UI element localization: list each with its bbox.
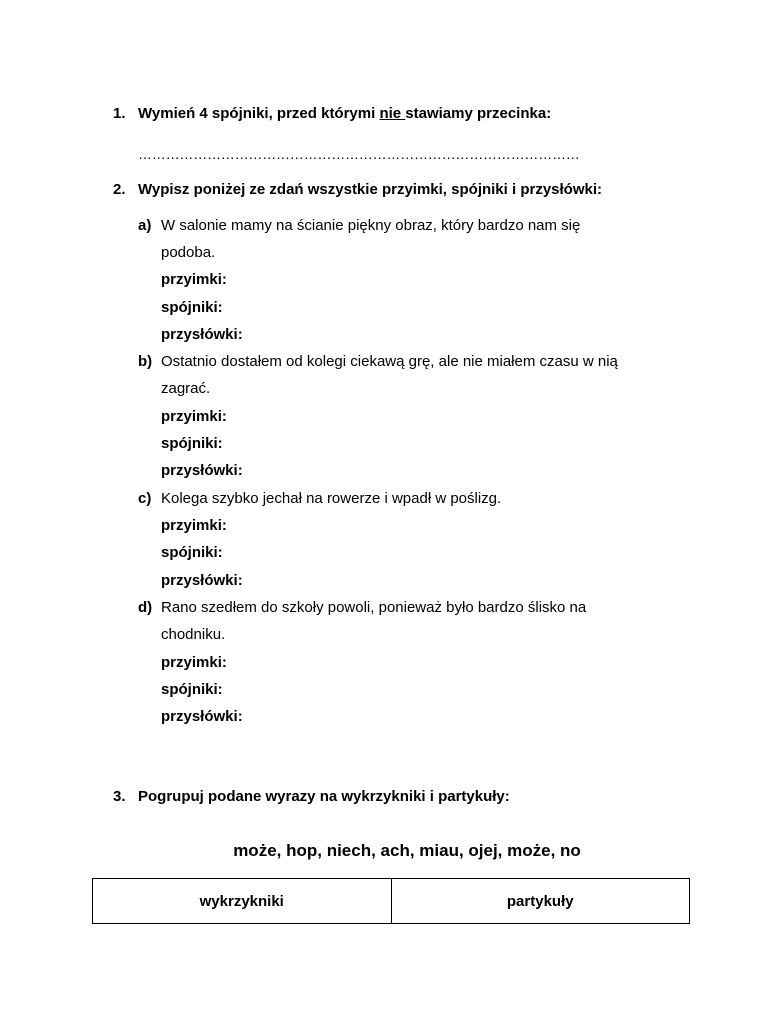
label-przyimki: przyimki: [161,408,227,425]
answer-dotted-line: …………………………………………………………………………………… [138,146,580,162]
label-przyimki: przyimki: [161,271,227,288]
question-1-underlined: nie [379,105,406,122]
label-spojniki: spójniki: [161,544,223,561]
item-b-letter: b) [138,353,153,370]
item-c-letter: c) [138,490,152,507]
item-b-sentence-line1: Ostatnio dostałem od kolegi ciekawą grę, ale nie miałem czasu w nią [161,353,618,370]
label-przyslowki: przysłówki: [161,708,243,725]
table-header-row [93,879,690,924]
question-3 [113,788,510,806]
label-przyslowki: przysłówki: [161,462,243,479]
label-przyslowki: przysłówki: [161,326,243,343]
question-number: 1. [113,105,126,122]
question-1-text-start: Wymień 4 spójniki, przed którymi [138,105,380,122]
item-b-sentence-line2: zagrać. [161,380,211,397]
category-table [92,878,690,924]
item-a-sentence-line2: podoba. [161,244,216,261]
question-3-text: Pogrupuj podane wyrazy na wykrzykniki i partykuły: [138,788,510,805]
label-spojniki: spójniki: [161,681,223,698]
label-przyslowki: przysłówki: [161,572,243,589]
word-list: może, hop, niech, ach, miau, ojej, może, no [233,841,581,860]
question-1-text-end: stawiamy przecinka: [405,105,552,122]
column-wykrzykniki: wykrzykniki [93,879,392,924]
item-c-sentence-line1: Kolega szybko jechał na rowerze i wpadł w poślizg. [161,490,502,507]
item-d-letter: d) [138,599,153,616]
item-d-sentence-line2: chodniku. [161,626,226,643]
question-2-text: Wypisz poniżej ze zdań wszystkie przyimki, spójniki i przysłówki: [138,181,603,198]
column-partykuly: partykuły [391,879,690,924]
label-spojniki: spójniki: [161,435,223,452]
item-a-sentence-line1: W salonie mamy na ścianie piękny obraz, który bardzo nam się [161,217,581,234]
question-number: 3. [113,788,126,805]
item-d-sentence-line1: Rano szedłem do szkoły powoli, ponieważ było bardzo ślisko na [161,599,587,616]
question-1 [113,105,551,123]
label-przyimki: przyimki: [161,654,227,671]
label-spojniki: spójniki: [161,299,223,316]
label-przyimki: przyimki: [161,517,227,534]
question-number: 2. [113,181,126,198]
item-a-letter: a) [138,217,152,234]
question-2 [113,181,602,199]
